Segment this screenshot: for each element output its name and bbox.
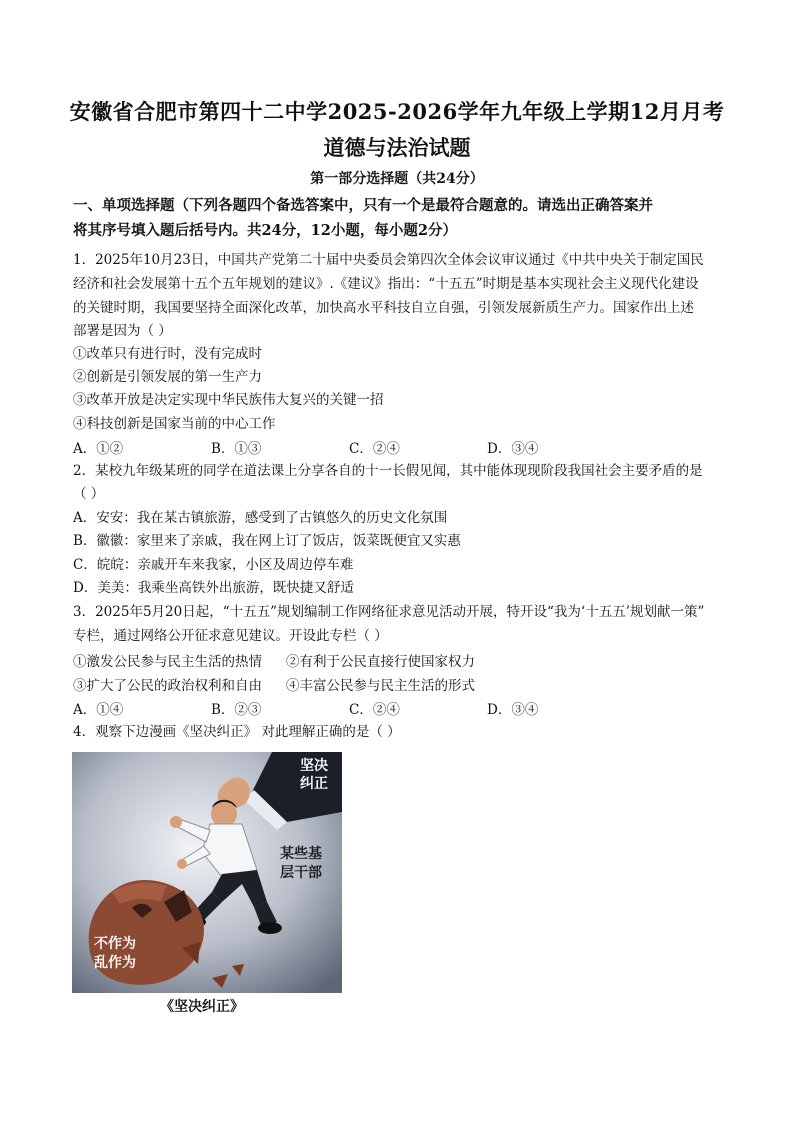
question-3-item: ④丰富公民参与民主生活的形式 bbox=[286, 678, 475, 694]
section-instructions-line-2: 将其序号填入题后括号内。共24分，12小题，每小题2分） bbox=[73, 222, 457, 239]
question-1-item: ④科技创新是国家当前的中心工作 bbox=[73, 416, 276, 432]
question-3-stem: 专栏，通过网络公开征求意见建议。开设此专栏（ ） bbox=[73, 628, 388, 644]
section-instructions-line-1: 一、单项选择题（下列各题四个备选答案中，只有一个是最符合题意的。请选出正确答案并 bbox=[73, 197, 653, 214]
question-2-stem: 2．某校九年级某班的同学在道法课上分享各自的十一长假见闻，其中能体现现阶段我国社会主要矛盾的是 bbox=[73, 463, 703, 479]
option-b: B．①③ bbox=[211, 441, 262, 457]
question-3-items-row-2 bbox=[73, 674, 633, 694]
option-c: C．②④ bbox=[349, 441, 400, 457]
cartoon-label-man: 某些基 bbox=[280, 846, 322, 862]
cartoon-caption: 《坚决纠正》 bbox=[160, 999, 244, 1015]
question-3-items-row-1 bbox=[73, 650, 633, 670]
question-1-item: ①改革只有进行时，没有完成时 bbox=[73, 346, 262, 362]
cartoon-label-hand: 坚决 bbox=[300, 758, 328, 774]
cartoon-label-jar: 乱作为 bbox=[94, 955, 136, 971]
question-1-stem: 部署是因为（ ） bbox=[73, 323, 172, 339]
question-2-option-c: C．皖皖：亲戚开车来我家，小区及周边停车难 bbox=[73, 557, 354, 573]
question-2-option-a: A．安安：我在某古镇旅游，感受到了古镇悠久的历史文化氛围 bbox=[73, 510, 448, 526]
part-heading: 第一部分选择题（共24分） bbox=[310, 171, 484, 187]
cartoon-label-jar: 不作为 bbox=[94, 936, 136, 952]
question-2-option-d: D．美美：我乘坐高铁外出旅游，既快捷又舒适 bbox=[73, 580, 354, 596]
cartoon-image bbox=[72, 752, 342, 993]
cartoon-label-hand: 纠正 bbox=[300, 776, 328, 792]
cartoon-illustration bbox=[72, 752, 342, 993]
question-1-item: ②创新是引领发展的第一生产力 bbox=[73, 369, 262, 385]
exam-title: 安徽省合肥市第四十二中学2025-2026学年九年级上学期12月月考 bbox=[69, 99, 725, 124]
question-3-item: ①激发公民参与民主生活的热情 bbox=[73, 654, 262, 670]
option-a: A．①② bbox=[73, 441, 124, 457]
question-2-stem: （ ） bbox=[73, 486, 105, 502]
option-b: B．②③ bbox=[211, 702, 262, 718]
cartoon-label-man: 层干部 bbox=[280, 865, 322, 881]
question-3-options bbox=[73, 698, 633, 718]
option-d: D．③④ bbox=[487, 702, 539, 718]
exam-subject: 道德与法治试题 bbox=[323, 135, 471, 160]
question-1-stem: 的关键时期，我国要坚持全面深化改革，加快高水平科技自立自强，引领发展新质生产力。国家作出上述 bbox=[73, 300, 694, 316]
option-d: D．③④ bbox=[487, 441, 539, 457]
question-3-item: ②有利于公民直接行使国家权力 bbox=[286, 654, 475, 670]
question-3-stem: 3．2025年5月20日起，“十五五”规划编制工作网络征求意见活动开展，特开设“我为‘十五五’规划献一策” bbox=[73, 604, 705, 620]
question-4-stem: 4．观察下边漫画《坚决纠正》 对此理解正确的是（ ） bbox=[73, 724, 401, 740]
option-c: C．②④ bbox=[349, 702, 400, 718]
option-a: A．①④ bbox=[73, 702, 124, 718]
question-1-stem: 1．2025年10月23日，中国共产党第二十届中央委员会第四次全体会议审议通过《中共中央关于制定国民 bbox=[73, 252, 704, 268]
question-2-option-b: B．徽徽：家里来了亲戚，我在网上订了饭店，饭菜既便宜又实惠 bbox=[73, 533, 461, 549]
question-1-stem: 经济和社会发展第十五个五年规划的建议》.《建议》指出：“十五五”时期是基本实现社会主义现代化建设 bbox=[73, 276, 699, 292]
question-1-options bbox=[73, 437, 633, 457]
question-1-item: ③改革开放是决定实现中华民族伟大复兴的关键一招 bbox=[73, 392, 384, 408]
question-3-item: ③扩大了公民的政治权利和自由 bbox=[73, 678, 262, 694]
